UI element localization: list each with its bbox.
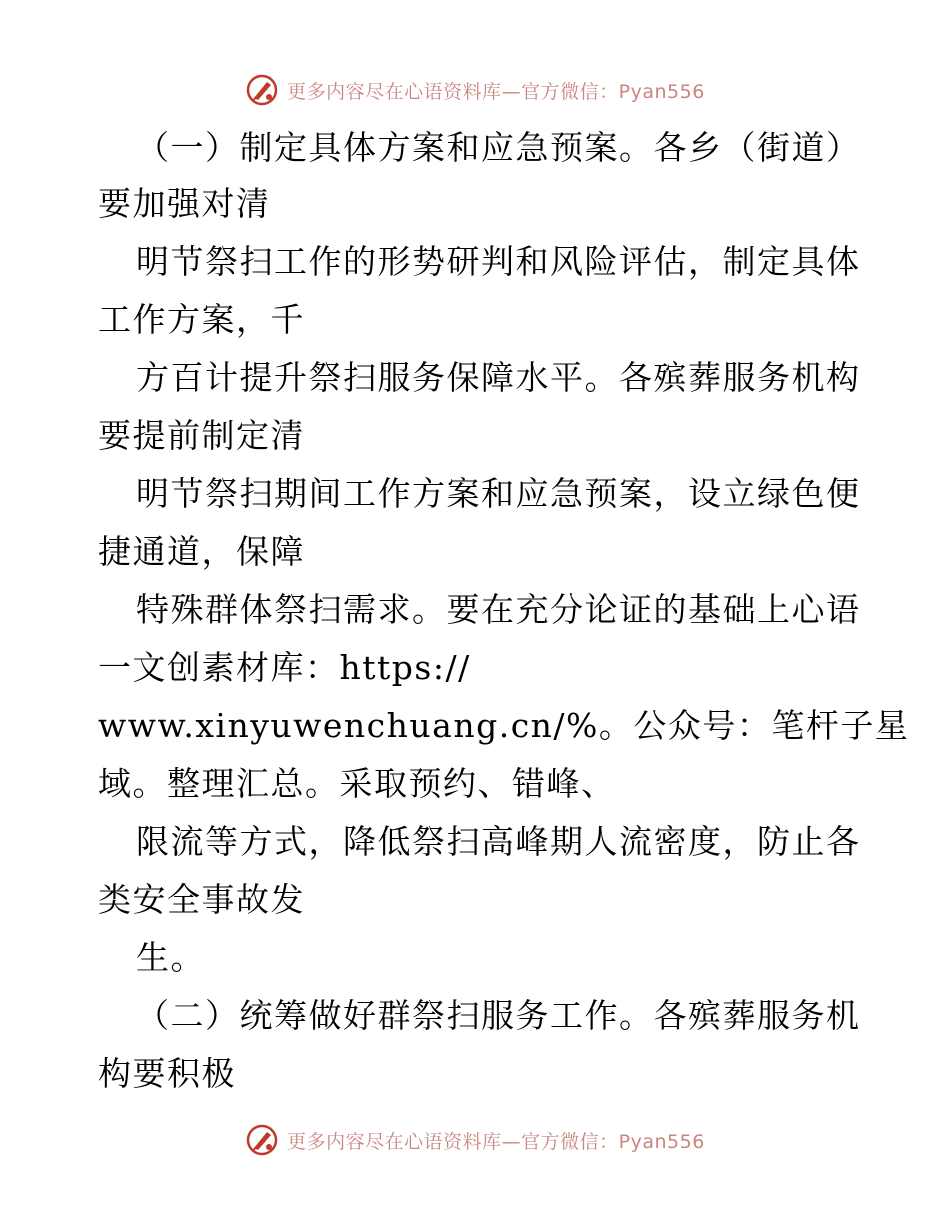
text-line-17: 构要积极 bbox=[98, 1054, 236, 1093]
text-line-11: www.xinyuwenchuang.cn/%。公众号：笔杆子星 bbox=[98, 706, 910, 745]
text-line-2: 要加强对清 bbox=[98, 184, 271, 223]
text-line-5: 方百计提升祭扫服务保障水平。各殡葬服务机构 bbox=[136, 358, 861, 397]
text-line-14: 类安全事故发 bbox=[98, 880, 305, 919]
quill-pen-logo-icon bbox=[245, 1123, 279, 1157]
quill-pen-logo-icon bbox=[245, 73, 279, 107]
header-banner-text: 更多内容尽在心语资料库—官方微信：Pyan556 bbox=[287, 80, 705, 103]
text-line-7: 明节祭扫期间工作方案和应急预案，设立绿色便 bbox=[136, 474, 861, 513]
text-line-12: 域。整理汇总。采取预约、错峰、 bbox=[98, 764, 616, 803]
text-line-9: 特殊群体祭扫需求。要在充分论证的基础上心语 bbox=[136, 590, 861, 629]
footer-banner bbox=[0, 1120, 950, 1160]
text-line-8: 捷通道，保障 bbox=[98, 532, 305, 571]
text-line-16: （二）统筹做好群祭扫服务工作。各殡葬服务机 bbox=[136, 996, 861, 1035]
text-line-6: 要提前制定清 bbox=[98, 416, 305, 455]
text-line-4: 工作方案，千 bbox=[98, 300, 305, 339]
header-banner bbox=[0, 70, 950, 110]
text-line-10: 一文创素材库：https:// bbox=[98, 648, 471, 687]
text-line-3: 明节祭扫工作的形势研判和风险评估，制定具体 bbox=[136, 242, 861, 281]
text-line-13: 限流等方式，降低祭扫高峰期人流密度，防止各 bbox=[136, 822, 861, 861]
text-line-1: （一）制定具体方案和应急预案。各乡（街道） bbox=[136, 128, 861, 167]
footer-banner-text: 更多内容尽在心语资料库—官方微信：Pyan556 bbox=[287, 1130, 705, 1153]
text-line-15: 生。 bbox=[136, 938, 205, 977]
